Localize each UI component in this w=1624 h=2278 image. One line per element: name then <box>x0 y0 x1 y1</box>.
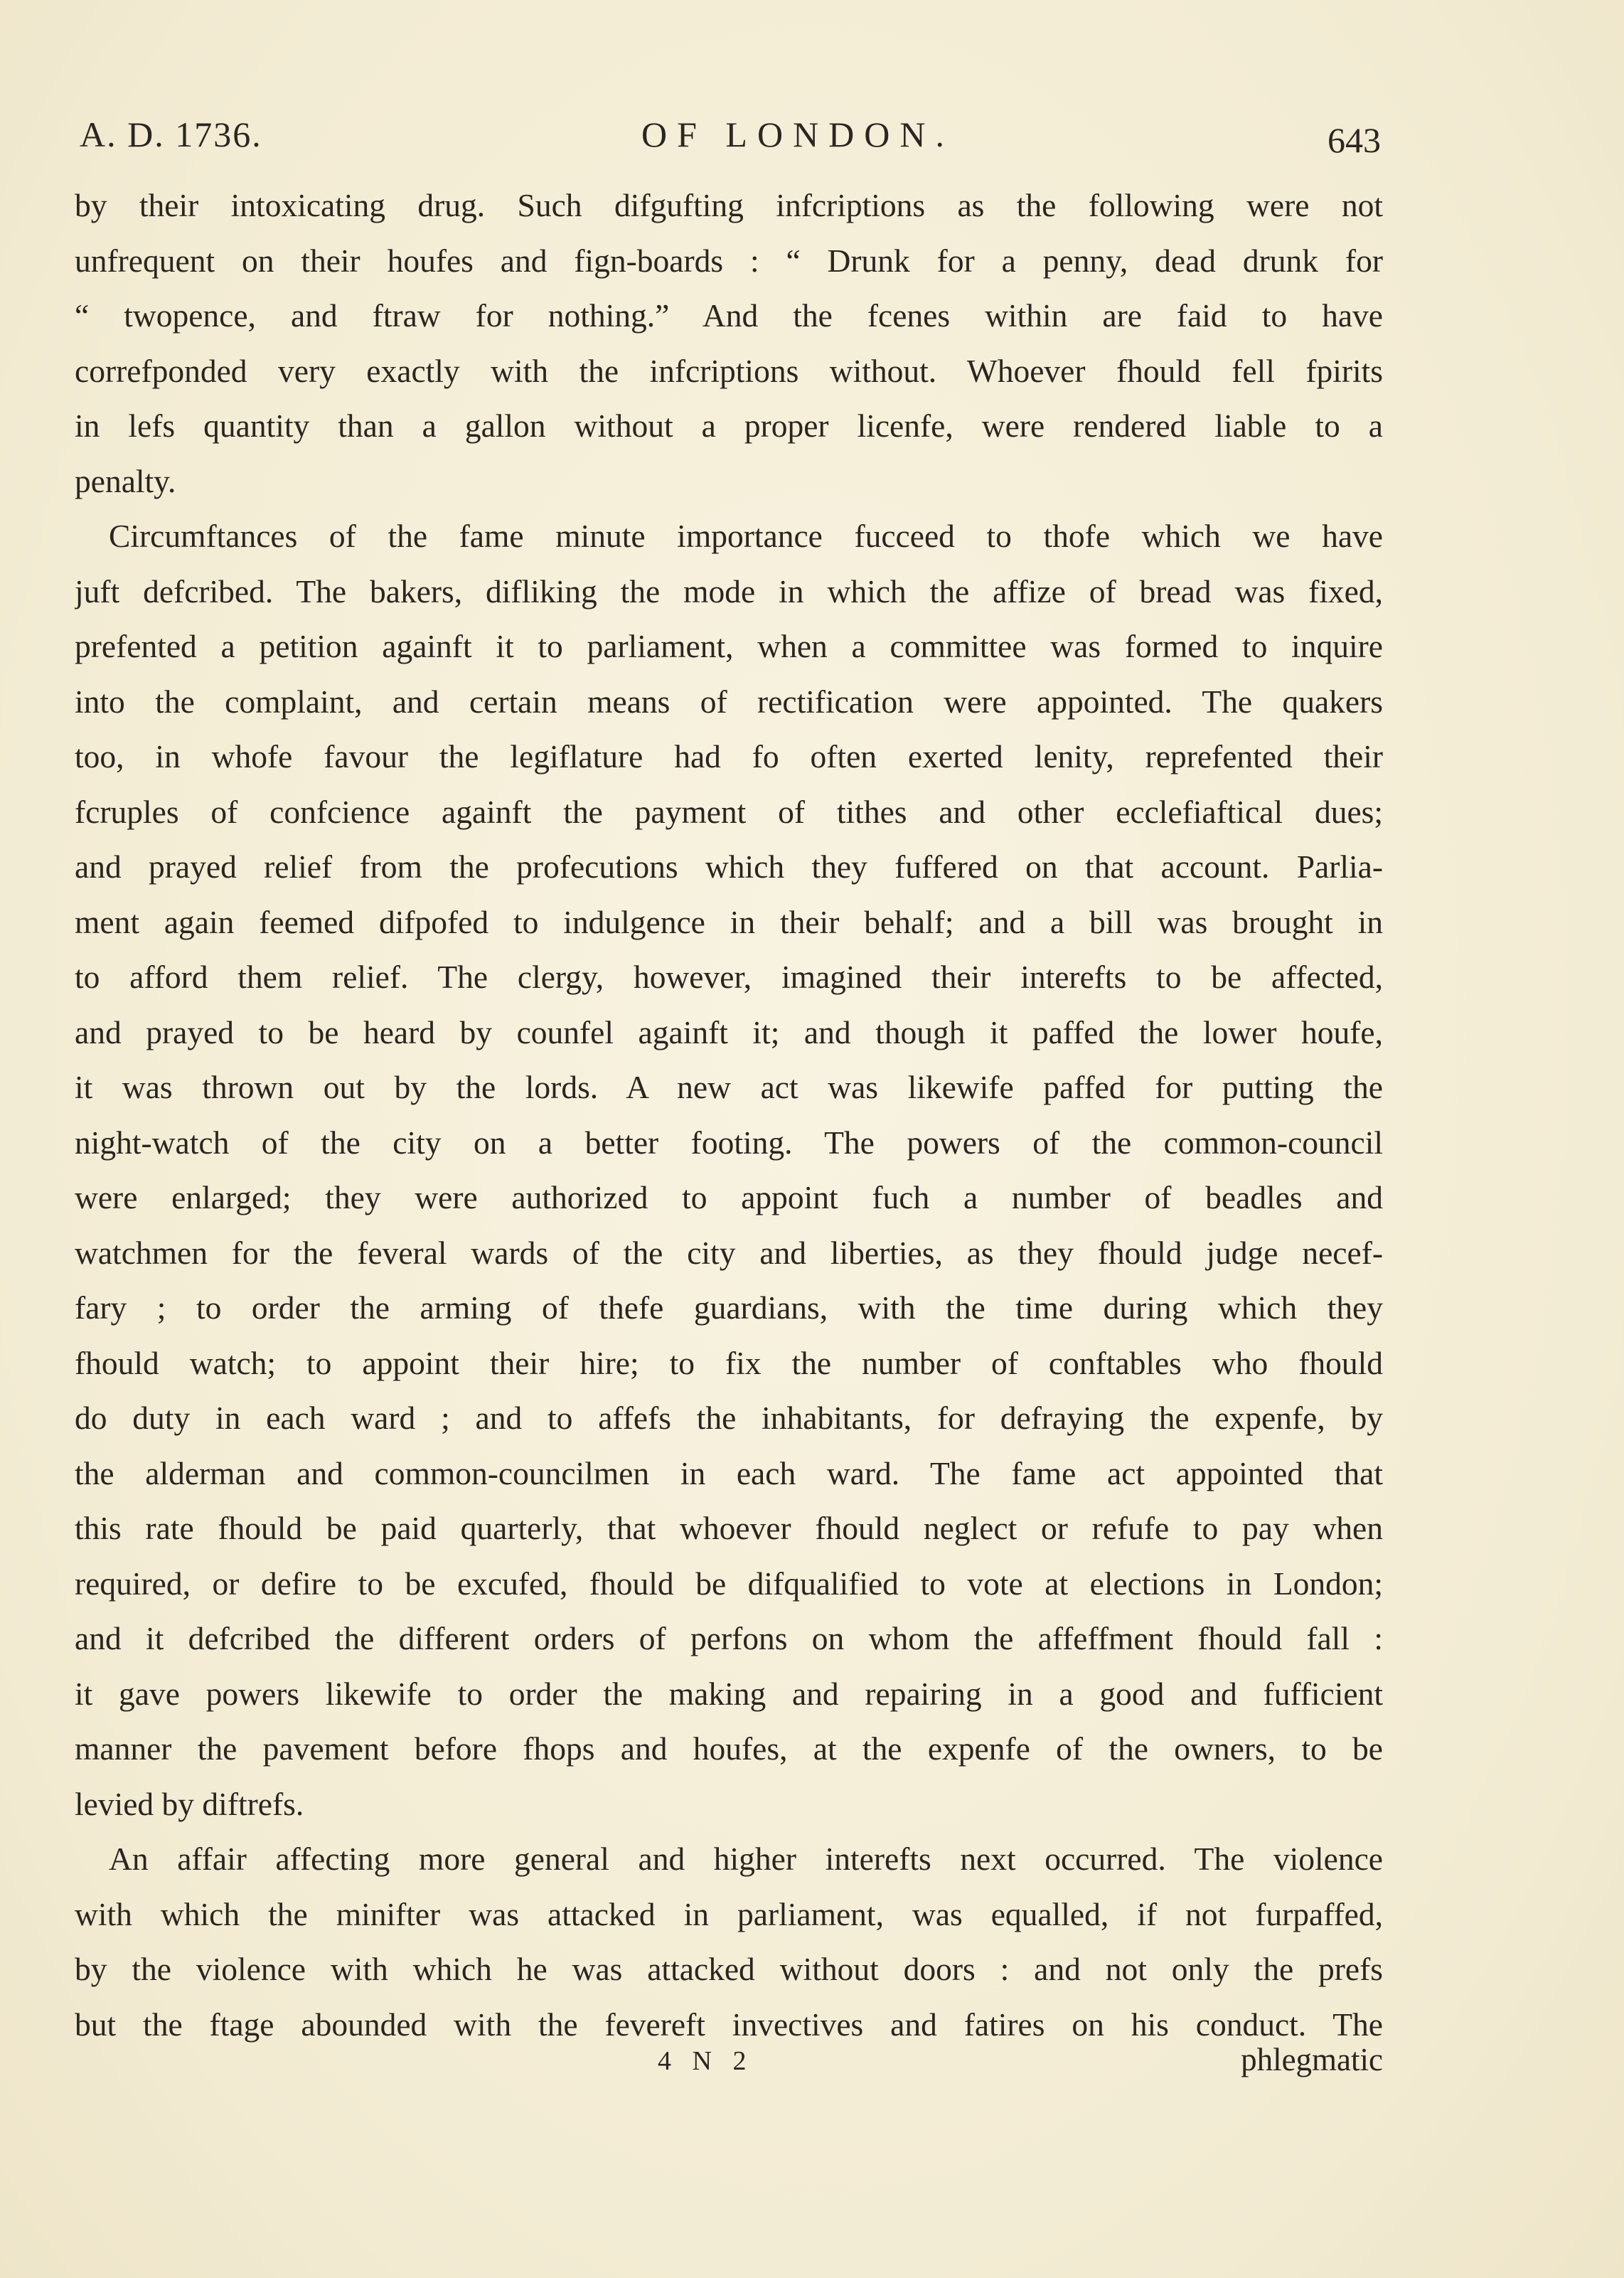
text-line: this rate fhould be paid quarterly, that whoever fhould neglect or refufe to pay when <box>75 1510 1383 1546</box>
text-line: the alderman and common-councilmen in each ward. The fame act appointed that <box>75 1454 1383 1491</box>
text-line: penalty. <box>75 462 176 499</box>
catchword: phlegmatic <box>1241 2042 1383 2077</box>
signature-mark: 4 N 2 <box>658 2046 754 2076</box>
text-line: fcruples of confcience againft the payment of tithes and other ecclefiaftical dues; <box>75 793 1383 830</box>
text-line: with which the minifter was attacked in parliament, was equalled, if not furpaffed, <box>75 1895 1383 1932</box>
text-line: Circumftances of the fame minute importance fucceed to thofe which we have <box>109 518 1383 554</box>
text-line: into the complaint, and certain means of rectification were appointed. The quakers <box>75 683 1383 720</box>
text-line: and it defcribed the different orders of perfons on whom the affeffment fhould fall : <box>75 1620 1383 1656</box>
header-title: OF LONDON. <box>641 115 954 154</box>
text-line: but the ftage abounded with the fevereft invectives and fatires on his conduct. The <box>75 2006 1383 2043</box>
text-line: “ twopence, and ftraw for nothing.” And the fcenes within are faid to have <box>75 297 1383 334</box>
page-number: 643 <box>1327 120 1381 160</box>
text-line: it was thrown out by the lords. A new act was likewife paffed for putting the <box>75 1069 1383 1105</box>
text-line: juft defcribed. The bakers, difliking the mode in which the affize of bread was fixed, <box>75 573 1383 610</box>
body-text <box>75 178 1383 2052</box>
text-line: manner the pavement before fhops and houfes, at the expenfe of the owners, to be <box>75 1730 1383 1767</box>
text-line: night-watch of the city on a better footing. The powers of the common-council <box>75 1124 1383 1161</box>
text-line: and prayed relief from the profecutions which they fuffered on that account. Parlia- <box>75 848 1383 885</box>
text-line: it gave powers likewife to order the making and repairing in a good and fufficient <box>75 1675 1383 1712</box>
text-line: correfponded very exactly with the infcriptions without. Whoever fhould fell fpirits <box>75 352 1383 389</box>
text-line: do duty in each ward ; and to affefs the inhabitants, for defraying the expenfe, by <box>75 1400 1383 1436</box>
text-line: by their intoxicating drug. Such difgufting infcriptions as the following were not <box>75 187 1383 223</box>
text-line: by the violence with which he was attacked without doors : and not only the prefs <box>75 1951 1383 1987</box>
text-line: fary ; to order the arming of thefe guardians, with the time during which they <box>75 1289 1383 1326</box>
paragraph <box>75 1831 1383 2052</box>
text-line: fhould watch; to appoint their hire; to fix the number of conftables who fhould <box>75 1344 1383 1381</box>
paragraph <box>75 178 1383 509</box>
text-line: to afford them relief. The clergy, however, imagined their interefts to be affected, <box>75 959 1383 995</box>
text-line: were enlarged; they were authorized to appoint fuch a number of beadles and <box>75 1179 1383 1215</box>
text-line: ment again feemed difpofed to indulgence in their behalf; and a bill was brought in <box>75 903 1383 940</box>
page-footer <box>75 2041 1383 2098</box>
text-line: prefented a petition againft it to parliament, when a committee was formed to inquire <box>75 628 1383 664</box>
header-year: A. D. 1736. <box>80 115 262 154</box>
text-line: in lefs quantity than a gallon without a proper licenfe, were rendered liable to a <box>75 408 1383 444</box>
running-head <box>80 107 1381 164</box>
text-line: and prayed to be heard by counfel againft it; and though it paffed the lower houfe, <box>75 1013 1383 1050</box>
text-line: levied by diftrefs. <box>75 1785 304 1822</box>
text-line: too, in whofe favour the legiflature had fo often exerted lenity, reprefented their <box>75 738 1383 775</box>
text-line: An affair affecting more general and higher interefts next occurred. The violence <box>109 1841 1383 1877</box>
text-line: unfrequent on their houfes and fign-boards : “ Drunk for a penny, dead drunk for <box>75 242 1383 279</box>
paragraph <box>75 509 1383 1831</box>
text-line: required, or defire to be excufed, fhould be difqualified to vote at elections in London; <box>75 1565 1383 1602</box>
text-line: watchmen for the feveral wards of the city and liberties, as they fhould judge necef- <box>75 1234 1383 1271</box>
